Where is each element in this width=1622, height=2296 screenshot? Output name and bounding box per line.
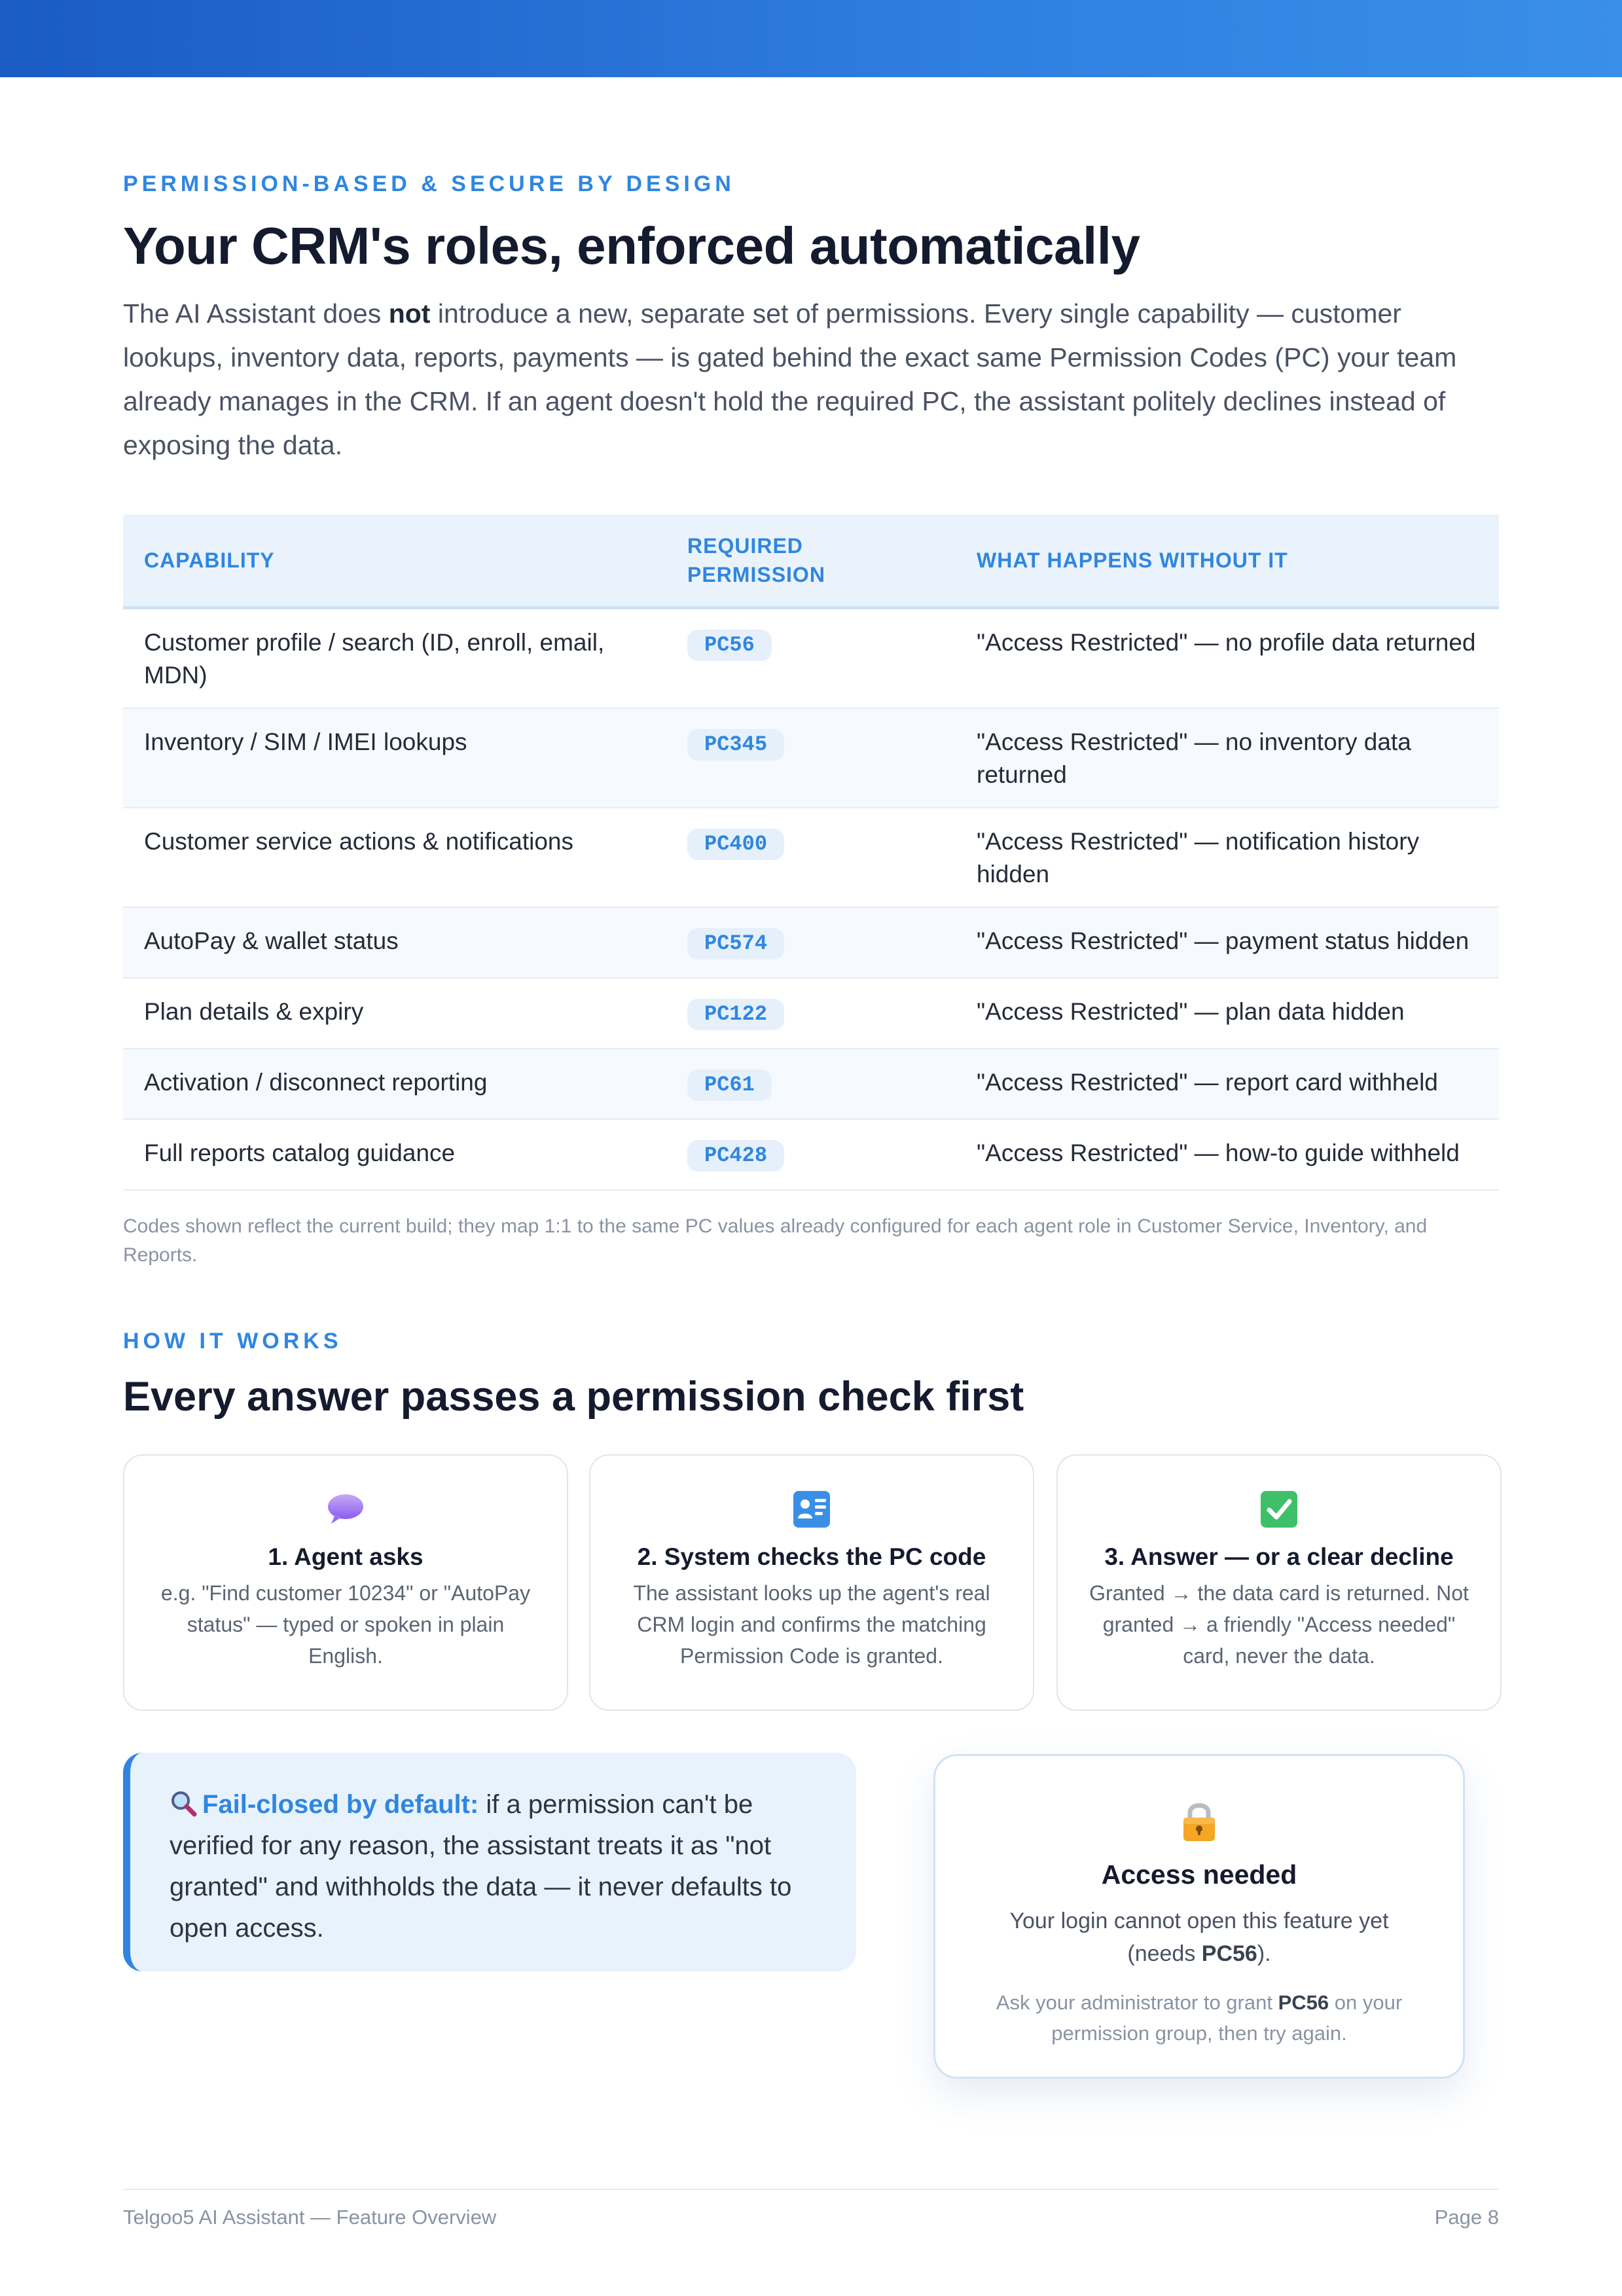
capability-cell: Full reports catalog guidance — [123, 1119, 666, 1190]
permission-cell — [666, 1119, 956, 1190]
access-desc-suffix: ). — [1257, 1941, 1271, 1966]
access-hint-suffix: on your permission group, then try again. — [1051, 1991, 1403, 2045]
without-cell: "Access Restricted" — report card withheld — [956, 1049, 1499, 1119]
permissions-table — [123, 514, 1499, 1191]
column-header-without: WHAT HAPPENS WITHOUT IT — [956, 514, 1499, 608]
without-cell: "Access Restricted" — plan data hidden — [956, 978, 1499, 1049]
step-description: e.g. "Find customer 10234" or "AutoPay status" — typed or spoken in plain English. — [160, 1581, 531, 1668]
capability-cell: AutoPay & wallet status — [123, 907, 666, 978]
table-row — [123, 978, 1499, 1049]
magnifier-icon — [170, 1788, 197, 1816]
capability-cell: Activation / disconnect reporting — [123, 1049, 666, 1119]
step-title: 1. Agent asks — [268, 1543, 424, 1570]
permission-cell — [666, 708, 956, 808]
step-card-ask — [123, 1454, 568, 1711]
permission-cell — [666, 808, 956, 907]
top-banner — [0, 0, 1622, 77]
step-card-check — [589, 1454, 1034, 1711]
step-card-answer — [1056, 1454, 1502, 1711]
access-desc-text: Your login cannot open this feature yet (needs — [1009, 1909, 1389, 1966]
permission-code-badge: PC56 — [687, 630, 772, 661]
capability-cell: Customer profile / search (ID, enroll, email, MDN) — [123, 608, 666, 709]
footer-page-number: Page 8 — [1434, 2206, 1499, 2229]
section-eyebrow: PERMISSION-BASED & SECURE BY DESIGN — [123, 171, 735, 196]
check-mark-icon — [1259, 1490, 1299, 1529]
table-row — [123, 708, 1499, 808]
fail-closed-callout — [123, 1753, 856, 1971]
intro-text-1: The AI Assistant does — [123, 298, 389, 329]
permission-cell — [666, 1049, 956, 1119]
how-it-works-title: Every answer passes a permission check first — [123, 1374, 1024, 1420]
table-row — [123, 808, 1499, 907]
column-header-capability: CAPABILITY — [123, 514, 666, 608]
step-title: 2. System checks the PC code — [637, 1543, 986, 1570]
without-cell: "Access Restricted" — notification history hidden — [956, 808, 1499, 907]
intro-emphasis: not — [388, 298, 431, 329]
permission-cell — [666, 978, 956, 1049]
step-description: Granted → the data card is returned. Not granted → a friendly "Access needed" card, never the data. — [1089, 1581, 1469, 1668]
permission-code-badge: PC61 — [687, 1069, 772, 1101]
without-cell: "Access Restricted" — no inventory data returned — [956, 708, 1499, 808]
column-header-permission: REQUIRED PERMISSION — [666, 514, 956, 608]
permission-code-badge: PC400 — [687, 829, 784, 860]
access-hint — [988, 1987, 1411, 2049]
access-desc-code: PC56 — [1201, 1941, 1257, 1966]
table-header-row — [123, 514, 1499, 608]
access-description — [981, 1905, 1417, 1970]
capability-cell: Customer service actions & notifications — [123, 808, 666, 907]
permission-cell — [666, 907, 956, 978]
footer-document-title: Telgoo5 AI Assistant — Feature Overview — [123, 2206, 497, 2229]
footer-divider — [123, 2189, 1499, 2190]
intro-paragraph — [123, 292, 1485, 467]
callout-highlight: Fail-closed by default: — [202, 1790, 479, 1819]
step-title: 3. Answer — or a clear decline — [1104, 1543, 1454, 1570]
table-row — [123, 907, 1499, 978]
permission-code-badge: PC122 — [687, 999, 784, 1030]
access-hint-code: PC56 — [1278, 1991, 1329, 2014]
table-row — [123, 1119, 1499, 1190]
speech-bubble-icon — [326, 1490, 365, 1529]
table-footnote: Codes shown reflect the current build; they map 1:1 to the same PC values already configured for each agent role in Customer Service, Inventory, and Reports. — [123, 1215, 1428, 1266]
capability-cell: Plan details & expiry — [123, 978, 666, 1049]
without-cell: "Access Restricted" — payment status hidden — [956, 907, 1499, 978]
without-cell: "Access Restricted" — how-to guide withheld — [956, 1119, 1499, 1190]
table-row — [123, 1049, 1499, 1119]
access-hint-text: Ask your administrator to grant — [996, 1991, 1278, 2014]
without-cell: "Access Restricted" — no profile data returned — [956, 608, 1499, 709]
access-title: Access needed — [1101, 1859, 1297, 1890]
permission-code-badge: PC345 — [687, 729, 784, 761]
id-card-icon — [792, 1490, 831, 1529]
table-row — [123, 608, 1499, 709]
access-needed-card — [933, 1754, 1465, 2079]
permission-code-badge: PC574 — [687, 928, 784, 960]
permission-cell — [666, 608, 956, 709]
step-description: The assistant looks up the agent's real CRM login and confirms the matching Permission Code is granted. — [633, 1581, 990, 1668]
permission-code-badge: PC428 — [687, 1140, 784, 1172]
intro-text-2: introduce a new, separate set of permissions. Every single capability — customer lookups, inventory data, reports, payments — is gated behind the exact same Permission Codes (PC) your team already manages in the CRM. If an agent doesn't hold the required PC, the assistant politely declines instead of exposing the data. — [123, 298, 1457, 460]
page-title: Your CRM's roles, enforced automatically — [123, 217, 1140, 275]
lock-icon — [1180, 1799, 1218, 1842]
steps-row — [123, 1454, 1499, 1711]
how-it-works-eyebrow: HOW IT WORKS — [123, 1329, 342, 1354]
callout-text: if a permission can't be verified for any reason, the assistant treats it as "not granted" and withholds the data — it never defaults to open access. — [170, 1790, 792, 1943]
capability-cell: Inventory / SIM / IMEI lookups — [123, 708, 666, 808]
